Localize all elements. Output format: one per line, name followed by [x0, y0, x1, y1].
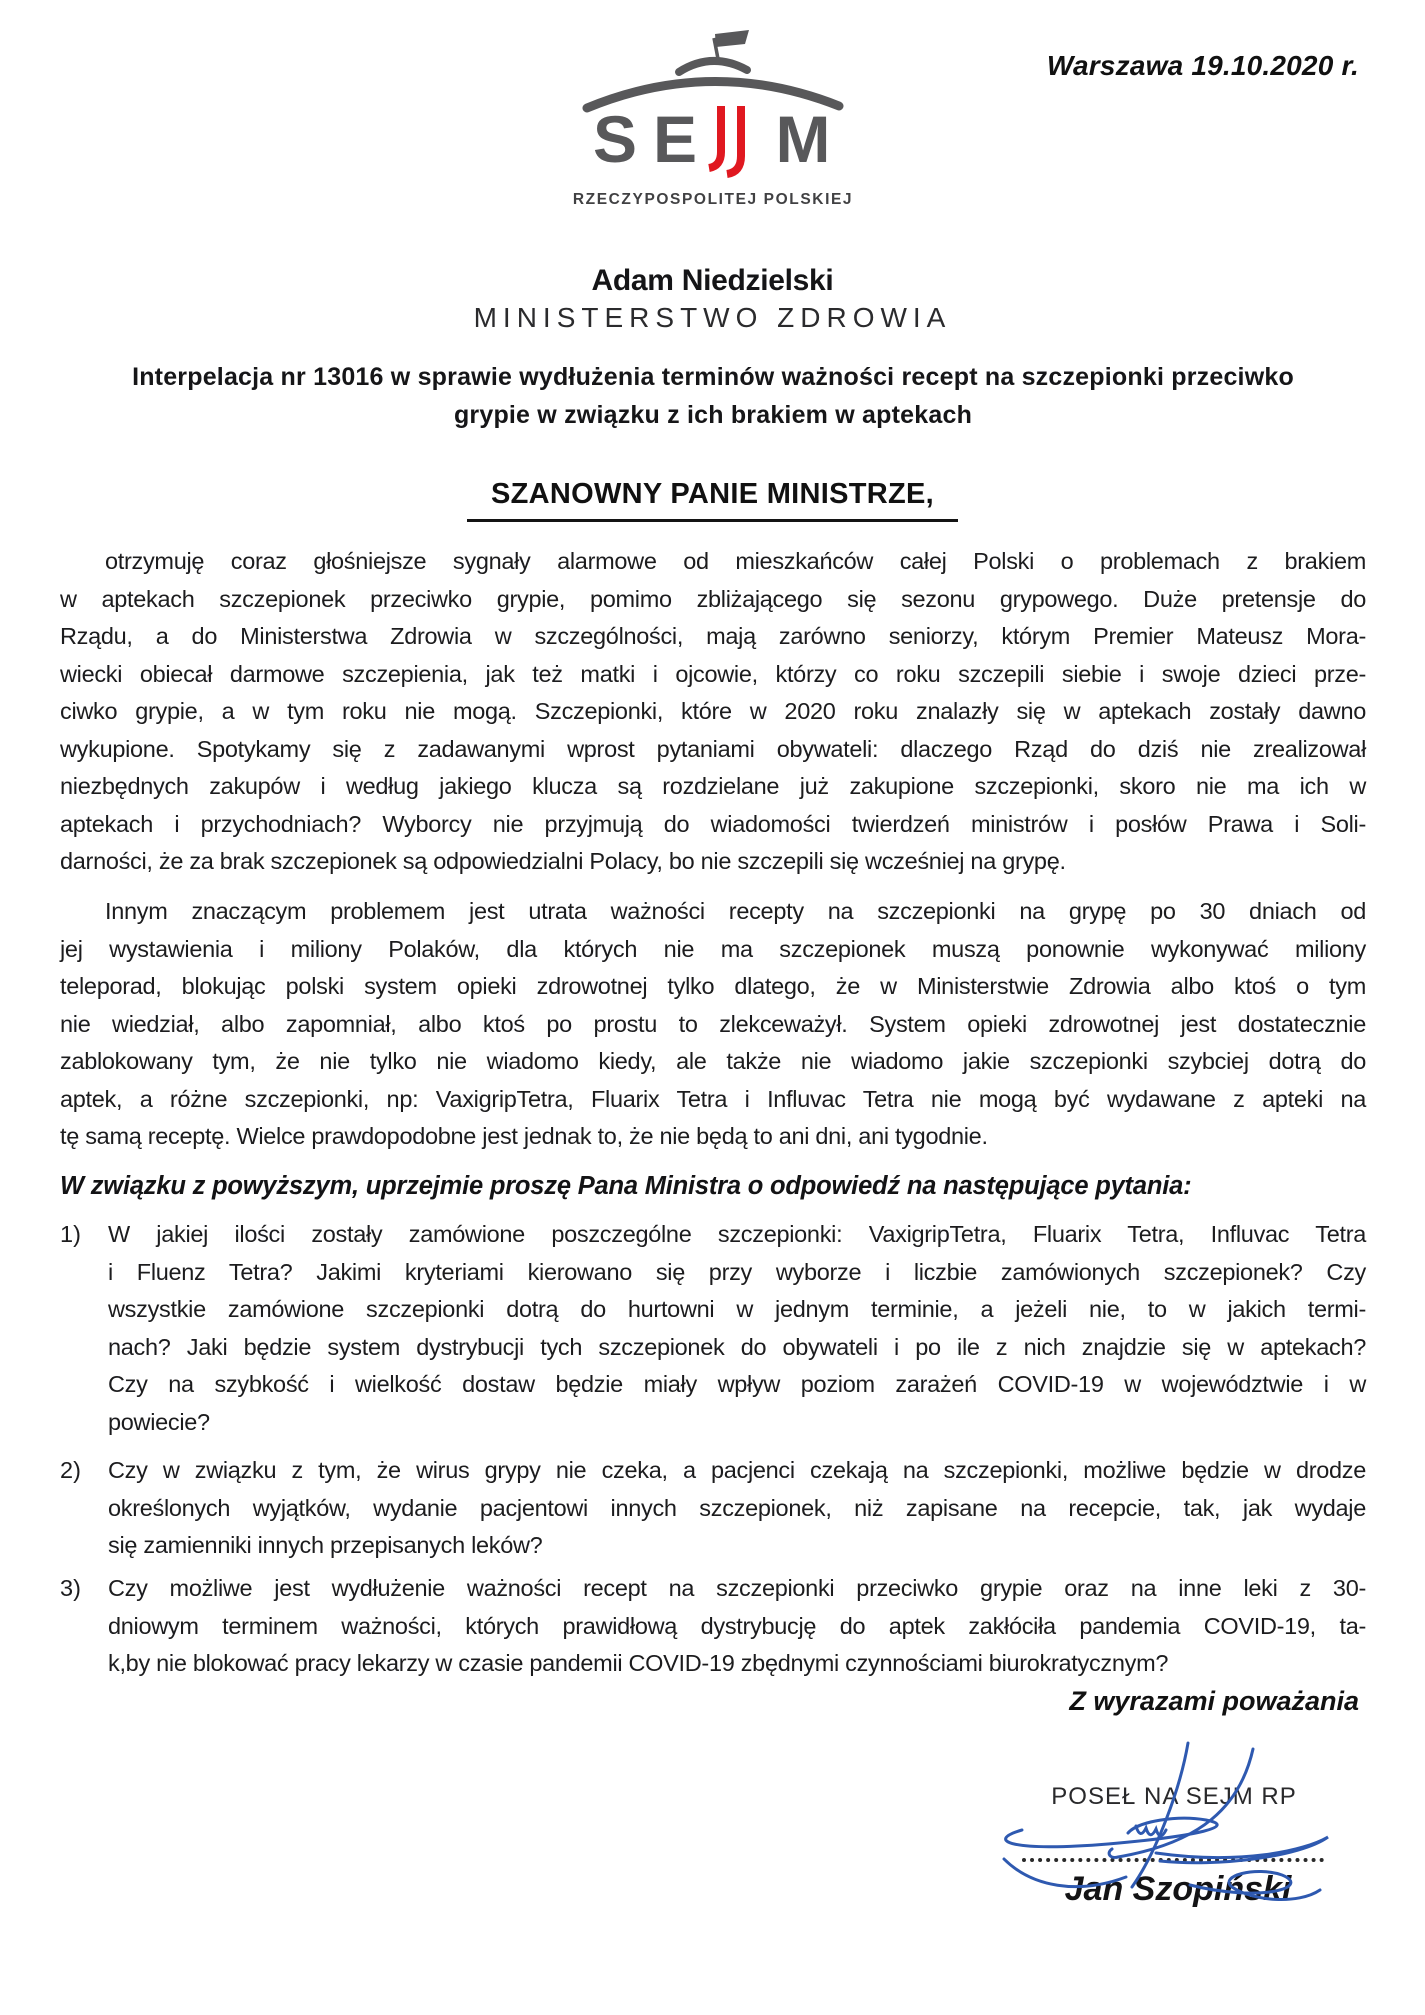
- text-line: aptek, a różne szczepionki, np: VaxigripTetra, Fluarix Tetra i Influvac Tetra nie mogą być wydawane z apteki na: [60, 1085, 1366, 1112]
- date-line: Warszawa 19.10.2020 r.: [1046, 50, 1359, 81]
- text-line: W jakiej ilości zostały zamówione poszczególne szczepionki: VaxigripTetra, Fluarix Tetra, Influvac Tetra: [108, 1221, 1366, 1247]
- logo-letter-m: M: [775, 102, 830, 176]
- text-line: wszystkie zamówione szczepionki dotrą do hurtowni w jednym terminie, a jeżeli nie, to w jakich termi-: [108, 1296, 1366, 1322]
- text-line: tę samą receptę. Wielce prawdopodobne jest jednak to, że nie będą to ani dni, ani tygodnie.: [60, 1123, 988, 1149]
- text-line: k,by nie blokować pracy lekarzy w czasie pandemii COVID-19 zbędnymi czynnościami biurokratycznym?: [108, 1650, 1169, 1676]
- handwritten-signature: [960, 1735, 1360, 1920]
- text-line: nie wiedział, albo zapomniał, albo ktoś po prostu to zlekceważył. System opieki zdrowotnej jest dostatecznie: [60, 1010, 1366, 1037]
- question-item-2: [60, 1452, 1366, 1565]
- text-line: dniowym terminem ważności, których prawidłową dystrybucję do aptek zakłóciła pandemia COVID-19, ta-: [108, 1612, 1366, 1639]
- question-marker: 1): [60, 1221, 81, 1247]
- flag-icon: [715, 30, 749, 47]
- salutation-text: SZANOWNY PANIE MINISTRZE,: [467, 478, 958, 522]
- question-text: [108, 1452, 1366, 1565]
- logo-letter-e: E: [652, 102, 697, 176]
- cupola-arc: [679, 61, 747, 72]
- text-line: wykupione. Spotykamy się z zadawanymi wprost pytaniami obywateli: dlaczego Rząd do dziś nie zrealizował: [60, 735, 1366, 762]
- question-marker: 2): [60, 1457, 81, 1483]
- logo-subtitle: RZECZYPOSPOLITEJ POLSKIEJ: [572, 191, 853, 208]
- sejm-logo: [0, 28, 1425, 214]
- text-line: powiecie?: [108, 1408, 210, 1435]
- text-line: zablokowany tym, że nie tylko nie wiadomo kiedy, ale także nie wiadomo jakie szczepionki szybciej dotrą do: [60, 1048, 1366, 1074]
- text-line: teleporad, blokując polski system opieki zdrowotnej tylko dlatego, że w Ministerstwie Zdrowia albo ktoś o tym: [60, 973, 1366, 999]
- text-line: aptekach i przychodniach? Wyborcy nie przyjmują do wiadomości twierdzeń ministrów i posłów Prawa i Soli-: [60, 810, 1366, 837]
- salutation-heading: [0, 478, 1425, 522]
- text-line: Czy możliwe jest wydłużenie ważności recept na szczepionki przeciwko grypie oraz na inne leki z 30-: [108, 1575, 1366, 1601]
- text-line: Rządu, a do Ministerstwa Zdrowia w szczególności, mają zarówno seniorzy, którym Premier Mateusz Mora-: [60, 623, 1366, 649]
- question-item-3: [60, 1570, 1366, 1683]
- signature-stroke: [1156, 1837, 1328, 1863]
- request-line: W związku z powyższym, uprzejmie proszę Pana Ministra o odpowiedź na następujące pytania:: [60, 1172, 1192, 1200]
- signature-name: Jan Szopiński: [1064, 1870, 1292, 1908]
- text-line: w aptekach szczepionek przeciwko grypie, pomimo zbliżającego się sezonu grypowego. Duże pretensje do: [60, 585, 1366, 612]
- text-line: Innym znaczącym problemem jest utrata ważności recepty na szczepionki na grypę po 30 dniach od: [105, 898, 1366, 924]
- recipient-name: Adam Niedzielski: [591, 264, 834, 297]
- text-line: wiecki obiecał darmowe szczepienia, jak też matki i ojcowie, którzy co roku szczepili siebie i swoje dzieci prze-: [60, 660, 1366, 687]
- body-paragraph-2: [60, 893, 1366, 1156]
- sejm-logo-graphic: [563, 28, 863, 214]
- text-line: niezbędnych zakupów i według jakiego klucza są rozdzielane już zakupione szczepionki, skoro nie ma ich w: [60, 773, 1366, 799]
- question-item-1: [60, 1216, 1366, 1441]
- text-line: otrzymuję coraz głośniejsze sygnały alarmowe od mieszkańców całej Polski o problemach z brakiem: [105, 548, 1366, 574]
- signature-stroke: [1132, 1743, 1188, 1887]
- text-line: darności, że za brak szczepionek są odpowiedzialni Polacy, bo nie szczepili się wcześniej na grypę.: [60, 848, 1066, 874]
- text-line: nach? Jaki będzie system dystrybucji tych szczepionek do obywateli i po ile z nich znajdzie się w aptekach?: [108, 1333, 1366, 1360]
- logo-letter-j2: [727, 106, 741, 174]
- text-line: Interpelacja nr 13016 w sprawie wydłużenia terminów ważności recept na szczepionki przeciwko: [132, 363, 1294, 391]
- signature-stroke: [1006, 1818, 1218, 1847]
- closing-phrase: Z wyrazami poważania: [1069, 1686, 1359, 1716]
- text-line: się zamienniki innych przepisanych leków?: [108, 1532, 543, 1558]
- question-text: [108, 1570, 1366, 1683]
- text-line: określonych wyjątków, wydanie pacjentowi innych szczepionek, niż zapisane na recepcie, tak, jak wydaje: [108, 1494, 1366, 1521]
- document-title: [60, 358, 1366, 434]
- body-paragraph-1: [60, 543, 1366, 881]
- logo-letter-s: S: [592, 102, 637, 176]
- text-line: Czy w związku z tym, że wirus grypy nie czeka, a pacjenci czekają na szczepionki, możliwe będzie w drodze: [108, 1457, 1366, 1483]
- signature-role: POSEŁ NA SEJM RP: [1051, 1783, 1297, 1810]
- logo-letter-j1: [709, 106, 721, 168]
- text-line: Czy na szybkość i wielkość dostaw będzie miały wpływ poziom zarażeń COVID-19 w województwie i w: [108, 1371, 1366, 1397]
- signature-stroke: [1004, 1859, 1126, 1887]
- signature-stroke: [1190, 1872, 1320, 1900]
- text-line: ciwko grypie, a w tym roku nie mogą. Szczepionki, które w 2020 roku znalazły się w aptekach zostały dawno: [60, 698, 1366, 724]
- question-marker: 3): [60, 1575, 81, 1601]
- text-line: jej wystawienia i miliony Polaków, dla których nie ma szczepionek muszą ponownie wykonywać miliony: [60, 935, 1366, 962]
- recipient-institution: MINISTERSTWO ZDROWIA: [473, 302, 952, 333]
- text-line: grypie w związku z ich brakiem w aptekach: [453, 401, 973, 429]
- question-text: [108, 1216, 1366, 1441]
- text-line: i Fluenz Tetra? Jakimi kryteriami kierowano się przy wyborze i liczbie zamówionych szczepionek? Czy: [108, 1258, 1366, 1285]
